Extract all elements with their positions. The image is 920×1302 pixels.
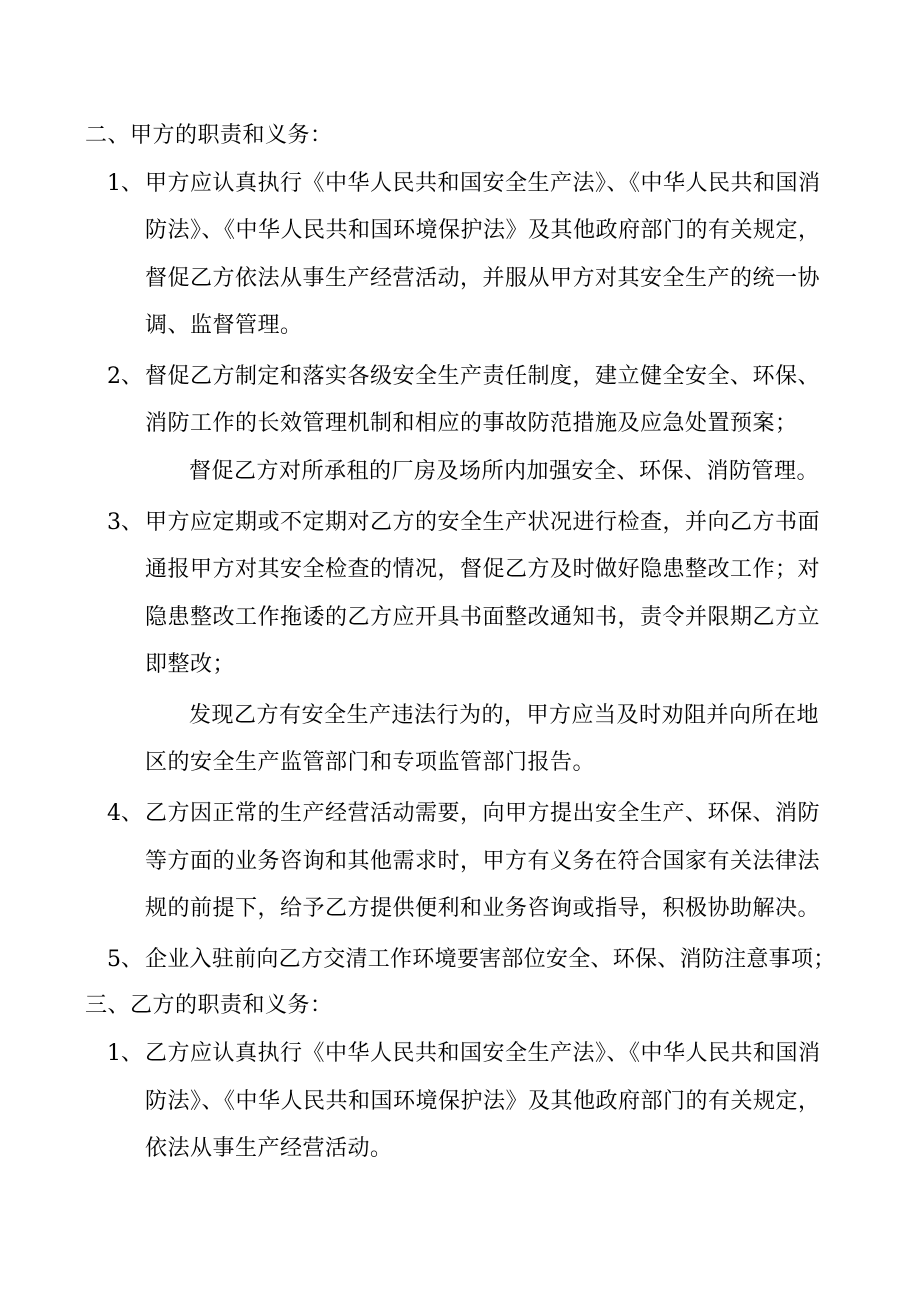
paragraph-line: 调、监督管理。 xyxy=(145,313,303,338)
item-number: 2、 xyxy=(107,364,143,389)
item-number: 3、 xyxy=(107,510,143,535)
section-heading: 三、乙方的职责和义务： xyxy=(85,993,333,1018)
section-heading: 二、甲方的职责和义务： xyxy=(85,123,333,148)
paragraph-line: 即整改； xyxy=(145,652,236,677)
paragraph-line: 区的安全生产监管部门和专项监管部门报告。 xyxy=(145,750,596,775)
paragraph-line: 发现乙方有安全生产违法行为的，甲方应当及时劝阻并向所在地 xyxy=(189,703,820,728)
paragraph-line: 防法》、《中华人民共和国环境保护法》及其他政府部门的有关规定， xyxy=(145,218,821,243)
paragraph-line: 隐患整改工作拖诿的乙方应开具书面整改通知书，责令并限期乙方立 xyxy=(145,605,821,630)
paragraph-line: 督促乙方制定和落实各级安全生产责任制度，建立健全安全、环保、 xyxy=(145,364,821,389)
item-number: 4、 xyxy=(107,801,143,826)
item-number: 1、 xyxy=(107,171,143,196)
paragraph-line: 防法》、《中华人民共和国环境保护法》及其他政府部门的有关规定， xyxy=(145,1089,821,1114)
paragraph-line: 等方面的业务咨询和其他需求时，甲方有义务在符合国家有关法律法 xyxy=(145,849,821,874)
paragraph-line: 依法从事生产经营活动。 xyxy=(145,1136,393,1161)
paragraph-line: 消防工作的长效管理机制和相应的事故防范措施及应急处置预案； xyxy=(145,411,798,436)
paragraph-line: 甲方应认真执行《中华人民共和国安全生产法》、《中华人民共和国消 xyxy=(145,171,821,196)
paragraph-line: 甲方应定期或不定期对乙方的安全生产状况进行检查，并向乙方书面 xyxy=(145,510,821,535)
paragraph-line: 规的前提下，给予乙方提供便利和业务咨询或指导，积极协助解决。 xyxy=(145,896,821,921)
paragraph-line: 通报甲方对其安全检查的情况，督促乙方及时做好隐患整改工作；对 xyxy=(145,557,821,582)
paragraph-line: 乙方因正常的生产经营活动需要，向甲方提出安全生产、环保、消防 xyxy=(145,801,821,826)
paragraph-line: 督促乙方依法从事生产经营活动，并服从甲方对其安全生产的统一协 xyxy=(145,266,821,291)
item-number: 1、 xyxy=(107,1041,143,1066)
paragraph-line: 乙方应认真执行《中华人民共和国安全生产法》、《中华人民共和国消 xyxy=(145,1041,821,1066)
paragraph-line: 企业入驻前向乙方交清工作环境要害部位安全、环保、消防注意事项； xyxy=(145,947,836,972)
paragraph-line: 督促乙方对所承租的厂房及场所内加强安全、环保、消防管理。 xyxy=(189,459,820,484)
item-number: 5、 xyxy=(107,947,143,972)
